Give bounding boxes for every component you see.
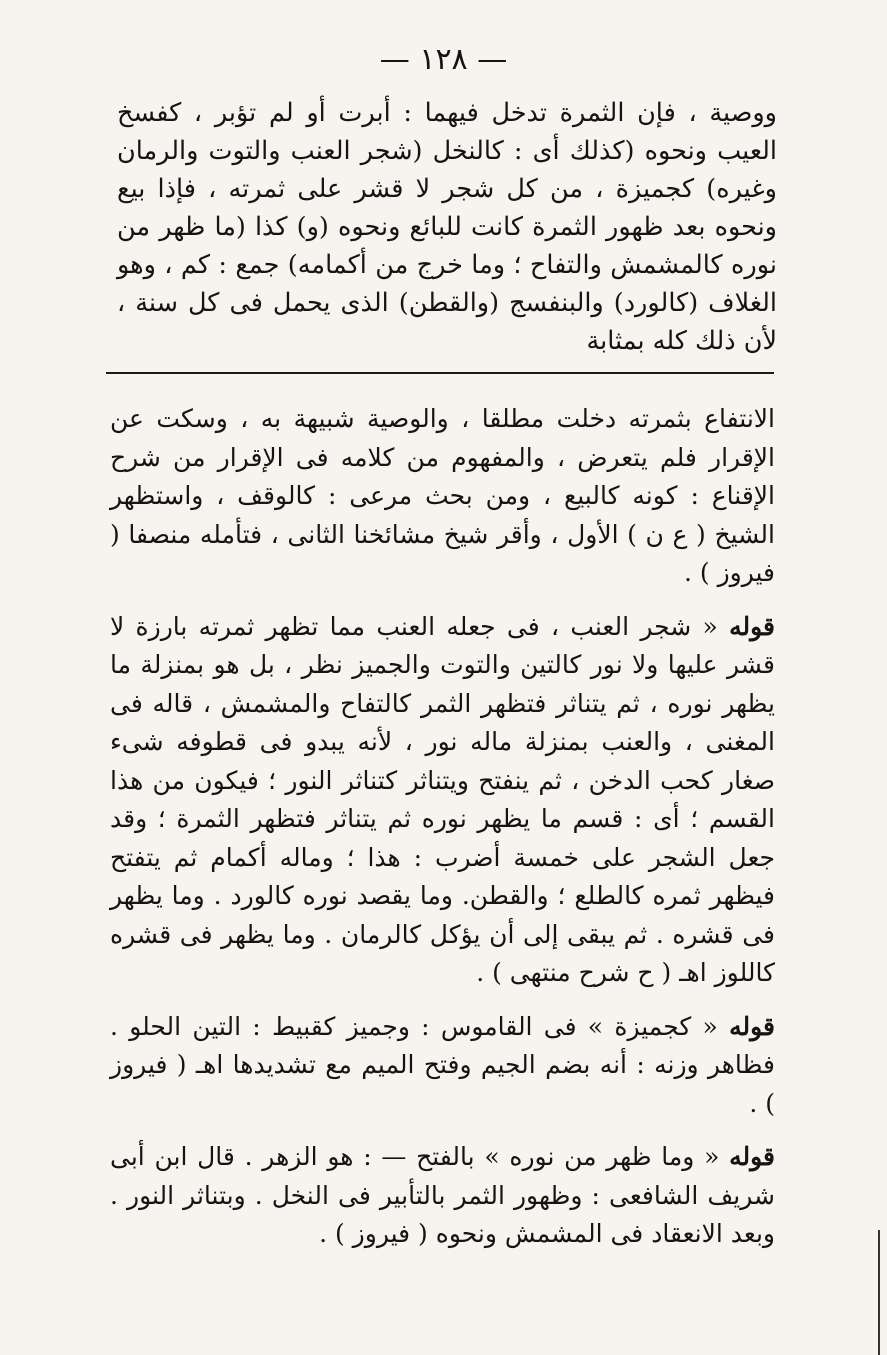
commentary-text: « وما ظهر من نوره » بالفتح — : هو الزهر . قال ابن أبى شريف الشافعى : وظهور الثمر بالتأبير فى النخل . وبتناثر النور . وبعد الانعقاد فى المشمش ونحوه ( فيروز ) . bbox=[110, 1142, 775, 1248]
lemma-label: قوله bbox=[729, 1142, 775, 1171]
main-text bbox=[117, 94, 777, 360]
main-paragraph: ووصية ، فإن الثمرة تدخل فيهما : أبرت أو لم تؤبر ، كفسخ العيب ونحوه (كذلك أى : كالنخل (شجر العنب والتوت والرمان وغيره) كجميزة ، من كل شجر لا قشر على ثمرته ، فإذا بيع ونحوه بعد ظهور الثمرة كانت للبائع ونحوه (و) كذا (ما ظهر من نوره كالمشمش والتفاح ؛ وما خرج من أكمامه) جمع : كم ، وهو الغلاف (كالورد) والبنفسج (والقطن) الذى يحمل فى كل سنة ، لأن ذلك كله بمثابة bbox=[117, 98, 777, 356]
commentary bbox=[110, 400, 775, 1254]
lemma-label: قوله bbox=[729, 1011, 775, 1041]
commentary-text: « كجميزة » فى القاموس : وجميز كقبيط : التين الحلو . فظاهر وزنه : أنه بضم الجيم وفتح الميم مع تشديدها اهـ ( فيروز ) . bbox=[110, 1011, 775, 1118]
lemma-label: قوله bbox=[729, 611, 775, 641]
page-edge-line bbox=[878, 1230, 880, 1355]
commentary-paragraph bbox=[110, 1138, 775, 1254]
page-number: — ١٢٨ — bbox=[379, 42, 508, 77]
commentary-text: الانتفاع بثمرته دخلت مطلقا ، والوصية شبيهة به ، وسكت عن الإقرار فلم يتعرض ، والمفهوم من كلامه فى الإقرار من شرح الإقناع : كونه كالبيع ، ومن بحث مرعى : كالوقف ، واستظهر الشيخ ( ع ن ) الأول ، وأقر شيخ مشائخنا الثانى ، فتأمله منصفا ( فيروز ) . bbox=[110, 404, 775, 587]
footnote-separator bbox=[106, 372, 774, 374]
commentary-paragraph bbox=[110, 608, 775, 993]
commentary-text: « شجر العنب ، فى جعله العنب مما تظهر ثمرته بارزة لا قشر عليها ولا نور كالتين والتوت والجميز نظر ، بل هو بمنزلة ما يظهر نوره ، ثم يتناثر فتظهر الثمر كالتفاح والمشمش ، قاله فى المغنى ، والعنب بمنزلة ماله نور ، لأنه يبدو فى قطوفه شىء صغار كحب الدخن ، ثم ينفتح ويتناثر كتناثر النور ؛ فيكون من هذا القسم ؛ أى : قسم ما يظهر نوره ثم يتناثر فتظهر الثمرة ؛ وقد جعل الشجر على خمسة أضرب : هذا ؛ وماله أكمام ثم يتفتح فيظهر ثمره كالطلع ؛ والقطن. وما يقصد نوره كالورد . وما يظهر فى قشره . ثم يبقى إلى أن يؤكل كالرمان . وما يظهر فى قشره كاللوز اهـ ( ح شرح منتهى ) . bbox=[110, 611, 775, 987]
commentary-paragraph bbox=[110, 1008, 775, 1124]
commentary-paragraph bbox=[110, 400, 775, 593]
